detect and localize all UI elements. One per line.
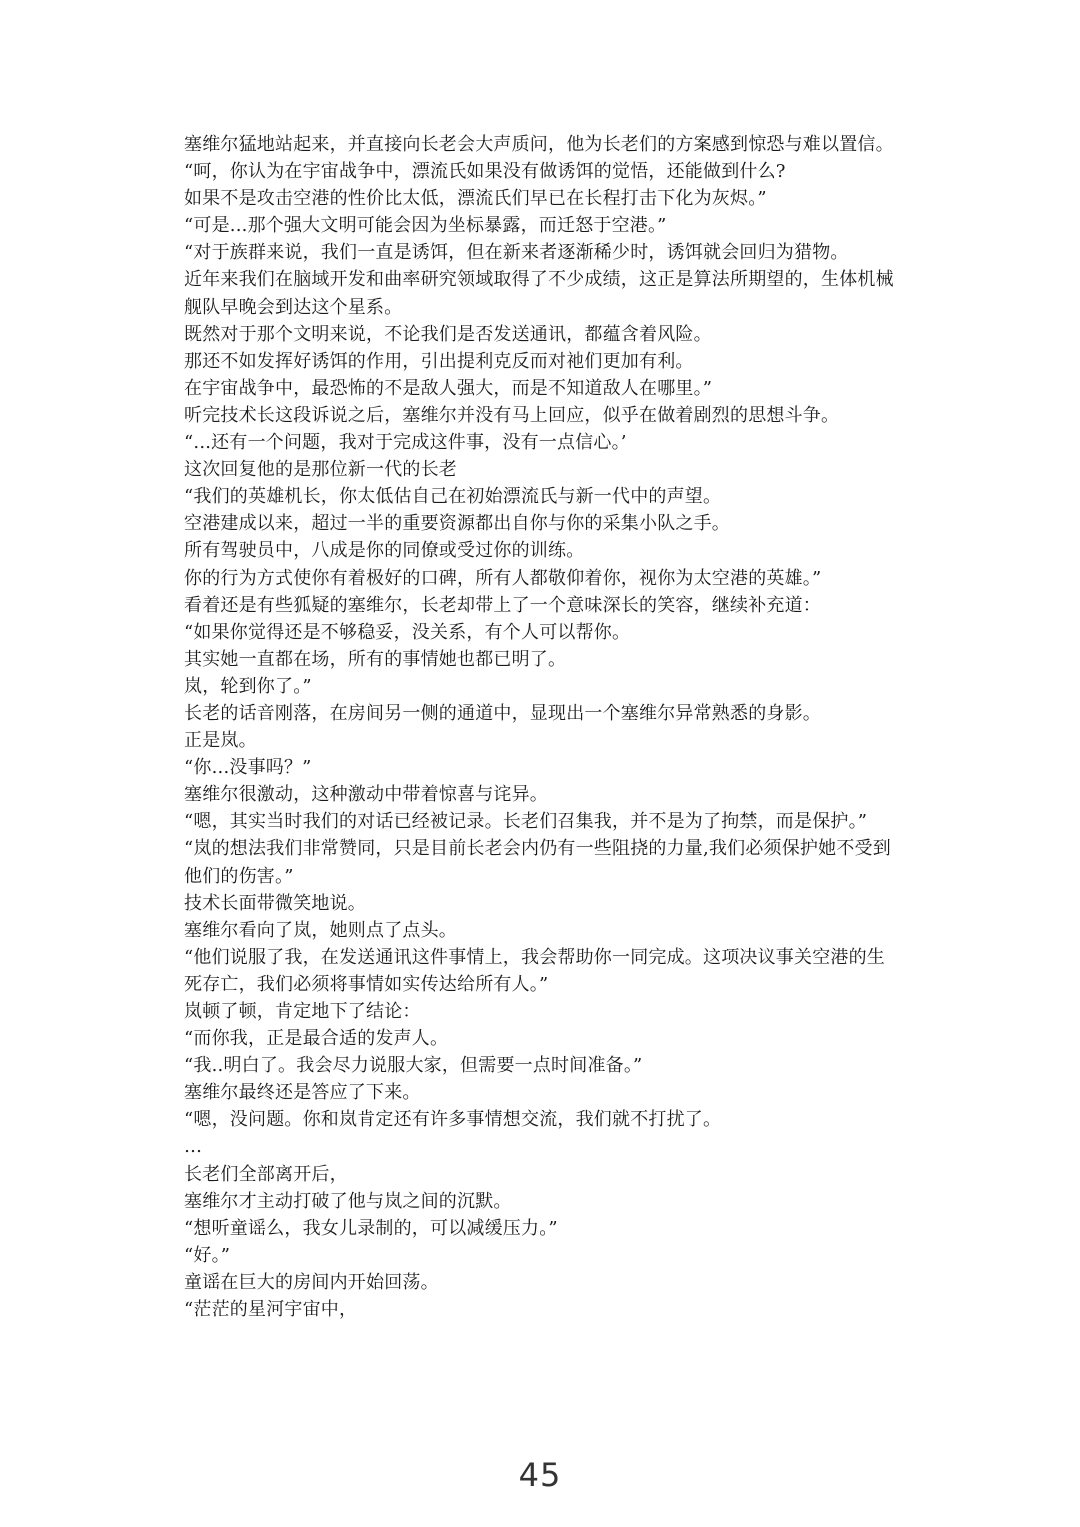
text-line: 童谣在巨大的房间内开始回荡。 <box>184 1271 439 1293</box>
text-line: 空港建成以来，超过一半的重要资源都出自你与你的采集小队之手。 <box>184 513 730 535</box>
text-line: 塞维尔很激动，这种激动中带着惊喜与诧异。 <box>184 784 548 806</box>
text-line: 塞维尔看向了岚，她则点了点头。 <box>184 919 457 941</box>
text-line: 正是岚。 <box>184 730 257 752</box>
text-line: 听完技术长这段诉说之后，塞维尔并没有马上回应，似乎在做着剧烈的思想斗争。 <box>184 404 840 426</box>
text-line: “嗯，其实当时我们的对话已经被记录。长老们召集我，并不是为了拘禁，而是保护。” <box>184 811 868 833</box>
text-line: 近年来我们在脑域开发和曲率研究领域取得了不少成绩，这正是算法所期望的，生体机械 <box>184 269 894 291</box>
text-line: 所有驾驶员中，八成是你的同僚或受过你的训练。 <box>184 540 585 562</box>
text-line: “想听童谣么，我女儿录制的，可以减缓压力。” <box>184 1217 558 1239</box>
text-line: 塞维尔最终还是答应了下来。 <box>184 1082 421 1104</box>
text-line: “而你我，正是最合适的发声人。 <box>184 1028 449 1050</box>
text-line: 既然对于那个文明来说，不论我们是否发送通讯，都蕴含着风险。 <box>184 323 712 345</box>
text-line: 如果不是攻击空港的性价比太低，漂流氏们早已在长程打击下化为灰烬。” <box>184 188 767 210</box>
text-line: “可是...那个强大文明可能会因为坐标暴露，而迁怒于空港。” <box>184 215 667 237</box>
text-line: 在宇宙战争中，最恐怖的不是敌人强大，而是不知道敌人在哪里。” <box>184 377 713 399</box>
text-line: “你...没事吗？” <box>184 757 312 779</box>
text-line: 塞维尔猛地站起来，并直接向长老会大声质问，他为长老们的方案感到惊恐与难以置信。 <box>184 134 894 155</box>
text-line: 技术长面带微笑地说。 <box>184 892 366 914</box>
text-line: “我们的英雄机长，你太低估自己在初始漂流氏与新一代中的声望。 <box>184 486 722 508</box>
text-line: 其实她一直都在场，所有的事情她也都已明了。 <box>184 648 567 670</box>
page-body-text <box>184 131 924 1323</box>
text-line: 塞维尔才主动打破了他与岚之间的沉默。 <box>184 1190 512 1212</box>
text-line: 长老们全部离开后， <box>184 1163 348 1185</box>
text-line: 他们的伤害。” <box>184 865 294 887</box>
text-line: “如果你觉得还是不够稳妥，没关系，有个人可以帮你。 <box>184 621 631 643</box>
text-line: 那还不如发挥好诱饵的作用，引出提利克反而对祂们更加有利。 <box>184 350 694 372</box>
text-line: “岚的想法我们非常赞同，只是目前长老会内仍有一些阻挠的力量,我们必须保护她不受到 <box>184 838 891 860</box>
text-line: 这次回复他的是那位新一代的长老 <box>184 459 457 481</box>
page-number: 45 <box>518 1456 562 1494</box>
text-line: “...还有一个问题，我对于完成这件事，没有一点信心。’ <box>184 432 627 454</box>
text-line: “好。” <box>184 1244 231 1266</box>
text-line: 舰队早晚会到达这个星系。 <box>184 296 403 318</box>
text-line: “嗯，没问题。你和岚肯定还有许多事情想交流，我们就不打扰了。 <box>184 1109 722 1131</box>
text-line: 岚顿了顿，肯定地下了结论： <box>184 1001 421 1022</box>
text-line: 看着还是有些狐疑的塞维尔，长老却带上了一个意味深长的笑容，继续补充道： <box>184 594 821 616</box>
text-line: 岚，轮到你了。” <box>184 675 312 697</box>
text-line: “茫茫的星河宇宙中， <box>184 1299 358 1321</box>
text-line: “我..明白了。我会尽力说服大家，但需要一点时间准备。” <box>184 1055 643 1077</box>
text-line: “呵，你认为在宇宙战争中，漂流氏如果没有做诱饵的觉悟，还能做到什么? <box>184 161 786 183</box>
text-line: “他们说服了我，在发送通讯这件事情上，我会帮助你一同完成。这项决议事关空港的生 <box>184 946 885 968</box>
text-line: 你的行为方式使你有着极好的口碑，所有人都敬仰着你，视你为太空港的英雄。” <box>184 567 822 589</box>
text-line: “对于族群来说，我们一直是诱饵，但在新来者逐渐稀少时，诱饵就会回归为猎物。 <box>184 242 849 264</box>
text-line: 死存亡，我们必须将事情如实传达给所有人。” <box>184 973 549 995</box>
text-line: 长老的话音刚落，在房间另一侧的通道中，显现出一个塞维尔异常熟悉的身影。 <box>184 702 821 724</box>
text-line: … <box>184 1136 203 1158</box>
